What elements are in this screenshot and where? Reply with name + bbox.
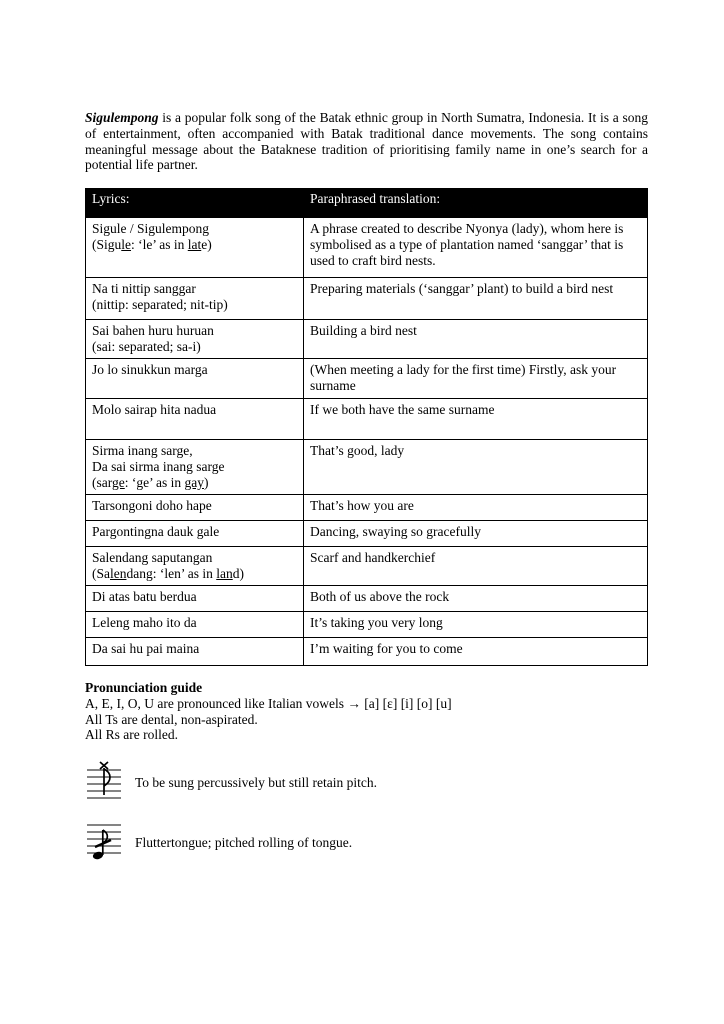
translation-cell: Both of us above the rock [304, 586, 648, 612]
lyric-line: Salendang saputangan [92, 550, 213, 566]
translation-cell: A phrase created to describe Nyonya (lady), whom here is symbolised as a type of plantation named ‘sanggar’ that is used to craft bird nests. [304, 218, 648, 278]
lyric-line: Pargontingna dauk gale [92, 524, 220, 540]
lyrics-cell [86, 278, 304, 320]
intro-paragraph [85, 110, 648, 173]
translation-cell: That’s good, lady [304, 440, 648, 495]
translation-cell: If we both have the same surname [304, 399, 648, 440]
lyric-line: Di atas batu berdua [92, 589, 197, 605]
lyric-line: Sai bahen huru huruan [92, 323, 214, 339]
fluttertongue-note-icon [87, 817, 123, 869]
lyric-pronunciation-note: (Salendang: ‘len’ as in land) [92, 565, 244, 581]
header-lyrics: Lyrics: [86, 189, 304, 218]
table-row [86, 278, 648, 320]
lyrics-cell [86, 547, 304, 586]
lyric-line: Sirma inang sarge, [92, 443, 193, 459]
translation-cell: Building a bird nest [304, 320, 648, 359]
lyrics-cell [86, 586, 304, 612]
lyrics-cell [86, 440, 304, 495]
table-row [86, 495, 648, 521]
pronunciation-guide-heading: Pronunciation guide [85, 680, 203, 696]
header-translation: Paraphrased translation: [304, 189, 648, 218]
translation-cell: It’s taking you very long [304, 612, 648, 638]
legend-item-percussive [85, 759, 648, 807]
lyric-pronunciation-note: (sai: separated; sa-i) [92, 338, 201, 354]
lyric-pronunciation-note: (nittip: separated; nit-tip) [92, 296, 228, 312]
intro-text: is a popular folk song of the Batak ethnic group in North Sumatra, Indonesia. It is a song of entertainment, often accompanied with Batak traditional dance movements. The song contains meaningful message about the Bataknese tradition of prioritising family name in one’s search for a potential life partner. [85, 110, 648, 173]
lyrics-cell [86, 612, 304, 638]
lyrics-cell [86, 521, 304, 547]
pronunciation-line-vowels: A, E, I, O, U are pronounced like Italian vowels → [a] [ɛ] [i] [o] [u] [85, 695, 452, 711]
lyrics-cell [86, 320, 304, 359]
legend-text: Fluttertongue; pitched rolling of tongue. [135, 835, 353, 851]
lyrics-cell [86, 399, 304, 440]
translation-cell: (When meeting a lady for the first time) Firstly, ask your surname [304, 359, 648, 399]
table-header-row [86, 189, 648, 218]
translation-cell: That’s how you are [304, 495, 648, 521]
percussive-note-icon [87, 759, 123, 807]
table-row [86, 399, 648, 440]
translation-cell: Preparing materials (‘sanggar’ plant) to build a bird nest [304, 278, 648, 320]
table-row [86, 440, 648, 495]
lyric-line: Da sai sirma inang sarge [92, 458, 225, 474]
lyric-pronunciation-note: (Sigule: ‘le’ as in late) [92, 236, 212, 252]
notation-legend [85, 759, 648, 869]
lyric-line: Na ti nittip sanggar [92, 281, 196, 297]
lyric-line: Tarsongoni doho hape [92, 498, 212, 514]
translation-cell: Dancing, swaying so gracefully [304, 521, 648, 547]
song-title: Sigulempong [85, 110, 159, 125]
legend-item-fluttertongue [85, 817, 648, 869]
lyric-line: Leleng maho ito da [92, 615, 197, 631]
pronunciation-line-ts: All Ts are dental, non-aspirated. [85, 711, 258, 727]
table-row [86, 638, 648, 666]
translation-cell: I’m waiting for you to come [304, 638, 648, 666]
lyrics-cell [86, 359, 304, 399]
lyrics-cell [86, 495, 304, 521]
document-content [85, 110, 648, 879]
legend-text: To be sung percussively but still retain pitch. [135, 775, 378, 791]
lyrics-cell [86, 638, 304, 666]
lyric-line: Sigule / Sigulempong [92, 221, 210, 237]
lyrics-cell [86, 218, 304, 278]
table-row [86, 521, 648, 547]
table-row [86, 547, 648, 586]
lyric-pronunciation-note: (sarge: ‘ge’ as in gay) [92, 474, 209, 490]
pronunciation-line-rs: All Rs are rolled. [85, 727, 178, 743]
lyric-line: Molo sairap hita nadua [92, 402, 217, 418]
lyric-line: Jo lo sinukkun marga [92, 362, 208, 378]
lyrics-table [85, 188, 648, 666]
translation-cell: Scarf and handkerchief [304, 547, 648, 586]
table-row [86, 218, 648, 278]
table-row [86, 359, 648, 399]
table-row [86, 320, 648, 359]
table-row [86, 612, 648, 638]
table-row [86, 586, 648, 612]
lyric-line: Da sai hu pai maina [92, 641, 200, 657]
